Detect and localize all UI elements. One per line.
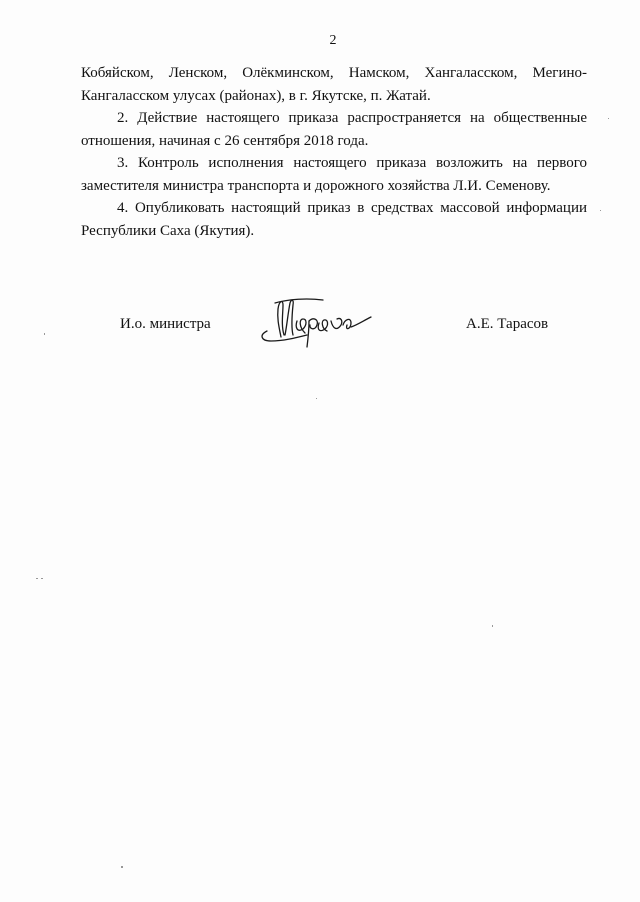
scan-artifact [608, 118, 609, 119]
page-number: 2 [329, 33, 337, 48]
scan-artifact [316, 398, 317, 399]
paragraph-control: 3. Контроль исполнения настоящего приказа возложить на первого заместителя министра транспорта и дорожного хозяйства Л.И. Семенову. [81, 155, 587, 194]
scan-artifact [492, 625, 493, 627]
paragraph-publication: 4. Опубликовать настоящий приказ в средствах массовой информации Республики Саха (Якутия). [81, 200, 587, 239]
signatory-name: А.Е. Тарасов [466, 316, 549, 332]
scan-artifact [41, 578, 43, 579]
scan-artifact [36, 578, 38, 579]
scan-artifact [121, 866, 123, 868]
handwritten-signature-icon [255, 291, 375, 351]
scan-artifact [44, 333, 45, 335]
paragraph-continuation: Кобяйском, Ленском, Олёкминском, Намском, Хангаласском, Мегино-Кангаласском улусах (районах), в г. Якутске, п. Жатай. [81, 65, 587, 104]
scan-artifact [600, 210, 601, 211]
paragraph-effective-date: 2. Действие настоящего приказа распространяется на общественные отношения, начиная с 26 сентября 2018 года. [81, 110, 587, 149]
signature-block [0, 313, 640, 353]
signatory-title: И.о. министра [120, 316, 211, 332]
document-body [81, 62, 587, 242]
